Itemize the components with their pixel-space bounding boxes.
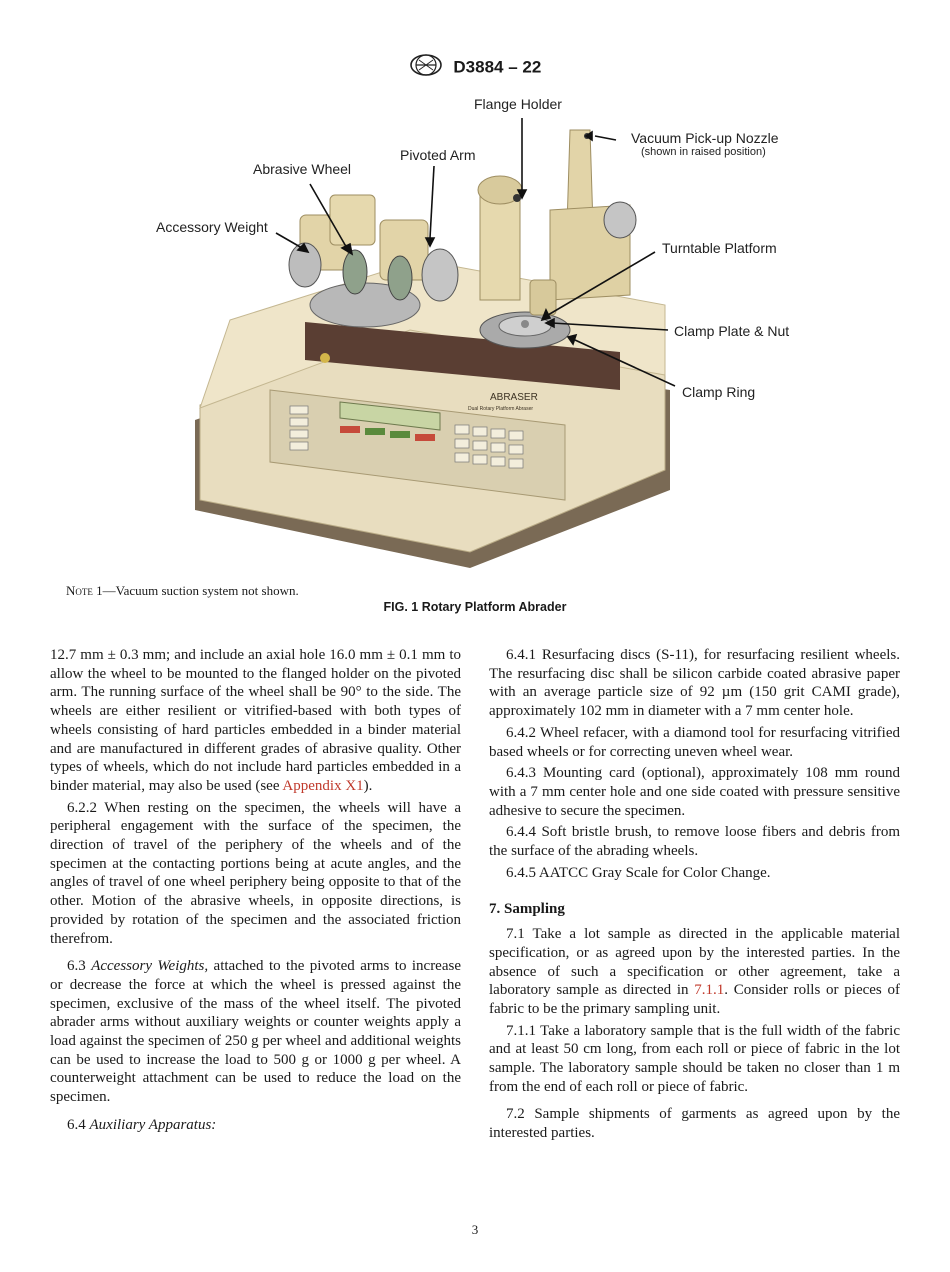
leader-accessory-weight bbox=[276, 233, 302, 248]
paragraph-6-4: 6.4 Auxiliary Apparatus: bbox=[67, 1116, 217, 1133]
panel-label: ABRASER bbox=[490, 392, 538, 403]
paragraph-6-4-4: 6.4.4 Soft bristle brush, to remove loose fibers and debris from the surface of the abrading wheels. bbox=[489, 824, 900, 860]
flange-holder-tower bbox=[480, 190, 520, 300]
callout-vacuum-nozzle-label: Vacuum Pick-up Nozzle bbox=[631, 130, 779, 146]
paragraph-6-2-2: 6.2.2 When resting on the specimen, the wheels will have a peripheral engagement with the surface of the specimen, the direction of travel of the periphery of the wheels and of the specimen at the contacting portions being at acute angles, and the angles of travel of one wheel periphery being opposite to that of the other. Motion of the abrasive wheels, in opposite directions, is provided by rotation of the specimen and the associated friction therefrom. bbox=[50, 799, 461, 947]
leader-pivoted-arm bbox=[430, 166, 434, 238]
paragraph-7-2: 7.2 Sample shipments of garments as agreed upon by the interested parties. bbox=[489, 1106, 900, 1142]
astm-logo-icon bbox=[409, 54, 443, 81]
paragraph-6-3: 6.3 Accessory Weights, attached to the pivoted arms to increase or decrease the force at which the wheel is pressed against the specimen, exclusive of the mass of the wheel itself. The pivoted abrader arms without auxiliary weights or counter weights apply a load against the specimen of 250 g per wheel and additional weights can be used to increase the load to 500 g or 1000 g per wheel. A counterweight attachment can be used to reduce the load on the specimen. bbox=[50, 958, 461, 1106]
paragraph-6-4-1: 6.4.1 Resurfacing discs (S-11), for resurfacing resilient wheels. The resurfacing disc shall be silicon carbide coated abrasive paper with an average particle size of 92 µm (150 grit CAMI grade), approximately 102 mm in diameter with a 7 mm center hole. bbox=[489, 647, 900, 720]
panel-key-red bbox=[415, 434, 435, 441]
counter-weight bbox=[604, 202, 636, 238]
appendix-x1-link[interactable]: Appendix X1 bbox=[282, 777, 364, 794]
indicator-light-icon bbox=[320, 353, 330, 363]
page-header bbox=[0, 54, 950, 81]
abrasive-wheel-right bbox=[388, 256, 412, 300]
callout-abrasive-wheel: Abrasive Wheel bbox=[253, 161, 352, 177]
callout-accessory-weight: Accessory Weight bbox=[156, 219, 268, 235]
leader-nozzle bbox=[595, 136, 616, 140]
right-wheel-housing bbox=[530, 280, 556, 315]
note-text: 1—Vacuum suction system not shown. bbox=[92, 583, 299, 598]
figure-caption: FIG. 1 Rotary Platform Abrader bbox=[383, 600, 567, 614]
callout-flange-holder: Flange Holder bbox=[474, 96, 562, 112]
accessory-weight-right bbox=[422, 249, 458, 301]
paragraph-wheel-spec: 12.7 mm ± 0.3 mm; and include an axial hole 16.0 mm ± 0.1 mm to allow the wheel to be mounted to the flanged holder on the pivoted arm. The running surface of the wheel shall be 90° to the side. The wheels are either resilient or vitrified-based with both types of wheels consisting of hard particles embedded in a binder material and are manufactured in different grades of abrasive quality. Other types of wheels, which do not include hard particles embedded in a binder material, may also be used (see Appendix X1). bbox=[50, 647, 461, 794]
standard-code: D3884 – 22 bbox=[453, 57, 542, 77]
abrasive-wheel-left bbox=[343, 250, 367, 294]
callout-clamp-ring: Clamp Ring bbox=[682, 384, 756, 400]
figure-note bbox=[66, 583, 299, 599]
clamp-nut-icon bbox=[521, 320, 529, 328]
note-label: Note bbox=[66, 583, 93, 598]
paragraph-7-1-1: 7.1.1 Take a laboratory sample that is the full width of the fabric and at least 50 cm long, from each roll or piece of fabric in the lot sample. The laboratory sample should be taken no closer than 1 m from the end of each roll or piece of fabric. bbox=[489, 1022, 900, 1095]
panel-key-red bbox=[340, 426, 360, 433]
panel-key-green bbox=[390, 431, 410, 438]
right-column bbox=[489, 646, 900, 1146]
left-column bbox=[50, 646, 461, 1138]
abrader-figure bbox=[150, 90, 800, 580]
page-number: 3 bbox=[471, 1222, 479, 1237]
callout-vacuum-nozzle bbox=[631, 130, 779, 158]
paragraph-6-4-2: 6.4.2 Wheel refacer, with a diamond tool for resurfacing vitrified based wheels or for correcting uneven wheel wear. bbox=[489, 724, 900, 760]
paragraph-6-4-5: 6.4.5 AATCC Gray Scale for Color Change. bbox=[506, 864, 771, 881]
callout-pivoted-arm: Pivoted Arm bbox=[400, 147, 476, 163]
section-heading-sampling: 7. Sampling bbox=[489, 901, 565, 918]
paragraph-7-1: 7.1 Take a lot sample as directed in the applicable material specification, or as agreed upon by the interested parties. In the absence of such a specification or other agreement, take a laboratory sample as directed in 7.1.1. Consider rolls or pieces of fabric to be the primary sampling unit. bbox=[489, 926, 900, 1017]
callout-clamp-plate-nut: Clamp Plate & Nut bbox=[674, 323, 790, 339]
callout-turntable-platform: Turntable Platform bbox=[662, 240, 777, 256]
section-7-1-1-link[interactable]: 7.1.1 bbox=[694, 982, 725, 999]
panel-key-green bbox=[365, 428, 385, 435]
paragraph-6-4-3: 6.4.3 Mounting card (optional), approximately 108 mm round with a 7 mm center hole and one side coated with pressure sensitive adhesive to secure the specimen. bbox=[489, 765, 900, 819]
callout-vacuum-nozzle-sub: (shown in raised position) bbox=[641, 146, 766, 158]
panel-sublabel: Dual Rotary Platform Abraser bbox=[468, 406, 534, 412]
